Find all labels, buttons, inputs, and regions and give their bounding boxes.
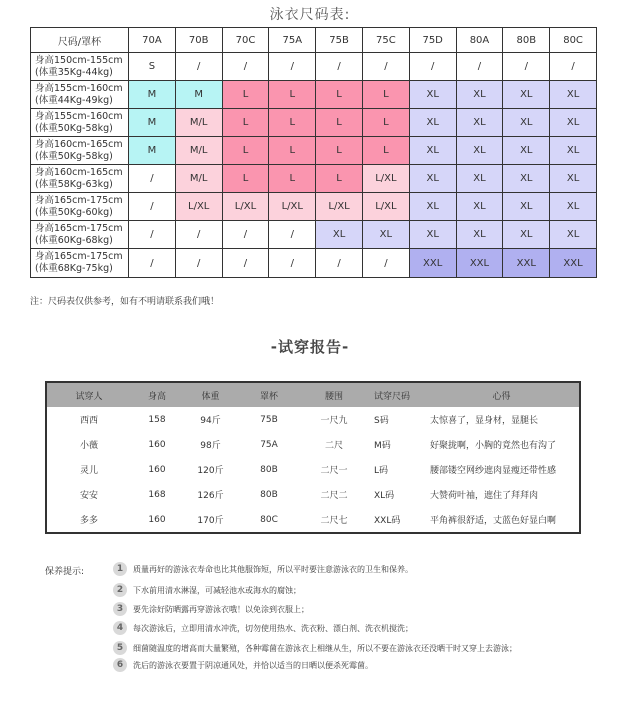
column-header: 75C	[362, 28, 409, 53]
size-chart-row	[31, 193, 597, 221]
report-cell: 94斤	[200, 416, 221, 426]
size-cell: XL	[550, 81, 597, 109]
size-cell: XL	[503, 109, 550, 137]
report-cell: 168	[148, 489, 166, 500]
size-cell: L	[269, 81, 316, 109]
size-cell: /	[503, 53, 550, 81]
row-label	[31, 193, 129, 221]
size-chart-title: 泳衣尺码表:	[269, 7, 351, 23]
size-cell: XL	[456, 221, 503, 249]
report-cell: L码	[374, 466, 389, 476]
report-cell: 二尺二	[320, 491, 348, 501]
size-cell: XL	[409, 137, 456, 165]
height-range: 身高155cm-160cm	[35, 82, 123, 94]
size-cell: /	[129, 221, 176, 249]
row-label	[31, 221, 129, 249]
report-cell: 170斤	[197, 516, 224, 526]
size-cell: XXL	[409, 249, 456, 278]
report-cell: 80B	[260, 489, 278, 500]
size-cell: L	[316, 81, 363, 109]
tip-number-badge: 2	[113, 583, 127, 597]
report-cell: 好聚拢啊，小胸的竟然也有沟了	[430, 441, 557, 451]
column-header: 70B	[175, 28, 222, 53]
weight-range: (体重58Kg-63kg)	[35, 178, 113, 190]
tip-number-badge: 1	[113, 562, 127, 576]
size-cell: XL	[316, 221, 363, 249]
report-cell: 一尺九	[320, 416, 348, 426]
size-chart-header-row	[31, 28, 597, 53]
height-range: 身高165cm-175cm	[35, 194, 123, 206]
size-cell: L	[316, 109, 363, 137]
size-cell: L	[316, 165, 363, 193]
size-cell: XL	[456, 109, 503, 137]
height-range: 身高155cm-160cm	[35, 110, 123, 122]
size-cell: XL	[409, 221, 456, 249]
height-range: 身高160cm-165cm	[35, 138, 123, 150]
weight-range: (体重35Kg-44kg)	[35, 66, 113, 78]
size-cell: /	[362, 53, 409, 81]
size-cell: L	[222, 165, 269, 193]
report-cell: 小薇	[79, 441, 98, 451]
size-cell: M	[175, 81, 222, 109]
weight-range: (体重50Kg-60kg)	[35, 206, 113, 218]
size-chart-row	[31, 249, 597, 278]
report-cell: XL码	[374, 491, 395, 501]
report-cell: 二尺七	[320, 516, 348, 526]
size-cell: L	[222, 137, 269, 165]
size-chart-note: 注：尺码表仅供参考，如有不明请联系我们哦！	[30, 297, 220, 307]
size-cell: /	[129, 165, 176, 193]
size-cell: /	[175, 221, 222, 249]
weight-range: (体重50Kg-58kg)	[35, 122, 113, 134]
size-cell: S	[129, 53, 176, 81]
size-cell: L/XL	[316, 193, 363, 221]
size-chart-row	[31, 137, 597, 165]
size-cell: L/XL	[362, 193, 409, 221]
size-cell: /	[362, 249, 409, 278]
report-cell: 80B	[260, 464, 278, 475]
report-cell: 二尺	[324, 441, 343, 451]
size-cell: XXL	[550, 249, 597, 278]
report-header: 身高	[131, 382, 183, 407]
size-cell: XL	[550, 137, 597, 165]
column-header: 70A	[129, 28, 176, 53]
size-cell: L	[222, 81, 269, 109]
weight-range: (体重68Kg-75kg)	[35, 263, 113, 274]
report-cell: 灵儿	[79, 466, 98, 476]
size-cell: XL	[550, 109, 597, 137]
report-cell: 西西	[79, 416, 98, 426]
report-row	[46, 407, 580, 432]
size-cell: XL	[409, 81, 456, 109]
size-cell: L/XL	[362, 165, 409, 193]
size-cell: /	[222, 53, 269, 81]
column-header: 75A	[269, 28, 316, 53]
report-cell: 158	[148, 414, 166, 425]
size-cell: L/XL	[175, 193, 222, 221]
tip-number-badge: 5	[113, 641, 127, 655]
size-cell: /	[129, 193, 176, 221]
size-cell: /	[222, 249, 269, 278]
tip-text: 要先涂好防晒露再穿游泳衣哦！以免涂到衣服上；	[133, 604, 309, 614]
tip-text: 下水前用清水淋湿，可减轻池水或海水的腐蚀；	[133, 585, 301, 595]
report-cell: 80C	[260, 514, 278, 525]
row-label	[31, 81, 129, 109]
size-cell: /	[316, 53, 363, 81]
column-header: 75D	[409, 28, 456, 53]
size-cell: XL	[456, 137, 503, 165]
tip-number-badge: 4	[113, 621, 127, 635]
try-on-report-table	[45, 381, 581, 534]
size-cell: L	[362, 137, 409, 165]
report-title: -试穿报告-	[270, 338, 350, 356]
corner-label: 尺码/罩杯	[31, 28, 129, 53]
size-cell: /	[269, 221, 316, 249]
size-cell: L	[269, 109, 316, 137]
size-cell: XL	[503, 165, 550, 193]
report-row	[46, 432, 580, 457]
size-cell: M/L	[175, 109, 222, 137]
weight-range: (体重50Kg-58kg)	[35, 150, 113, 162]
row-label	[31, 109, 129, 137]
size-chart-table	[30, 27, 597, 278]
size-cell: XL	[362, 221, 409, 249]
tip-text: 质量再好的游泳衣寿命也比其他服饰短，所以平时要注意游泳衣的卫生和保养。	[133, 564, 413, 574]
care-tip	[113, 656, 373, 674]
report-row	[46, 507, 580, 533]
report-cell: XXL码	[374, 516, 401, 526]
size-cell: M	[129, 81, 176, 109]
size-cell: /	[175, 249, 222, 278]
tip-text: 每次游泳后，立即用清水冲洗，切勿使用热水、洗衣粉、漂白剂、洗衣机搅洗；	[133, 623, 413, 633]
column-header: 80B	[503, 28, 550, 53]
size-chart-row	[31, 81, 597, 109]
report-cell: 160	[148, 439, 166, 450]
care-tip	[113, 600, 309, 618]
care-tips-label: 保养提示:	[45, 567, 85, 577]
weight-range: (体重60Kg-68kg)	[35, 234, 113, 246]
tip-number-badge: 6	[113, 658, 127, 672]
report-header: 腰围	[300, 382, 368, 407]
size-cell: L	[362, 81, 409, 109]
size-cell: L	[269, 165, 316, 193]
column-header: 80A	[456, 28, 503, 53]
report-header: 心得	[424, 382, 580, 407]
size-cell: XL	[503, 221, 550, 249]
row-label	[31, 137, 129, 165]
height-range: 身高165cm-175cm	[35, 251, 123, 262]
report-cell: 98斤	[200, 441, 221, 451]
weight-range: (体重44Kg-49kg)	[35, 94, 113, 106]
height-range: 身高160cm-165cm	[35, 166, 123, 178]
size-cell: /	[129, 249, 176, 278]
size-cell: /	[550, 53, 597, 81]
size-cell: XL	[409, 193, 456, 221]
size-cell: XL	[550, 221, 597, 249]
care-tip	[113, 639, 517, 657]
size-cell: L	[316, 137, 363, 165]
report-cell: 多多	[79, 516, 98, 526]
care-tip	[113, 581, 301, 599]
report-cell: 太惊喜了，显身材，显腿长	[430, 416, 539, 426]
size-cell: /	[222, 221, 269, 249]
size-cell: M	[129, 109, 176, 137]
size-cell: L	[269, 137, 316, 165]
report-cell: 大赞荷叶袖，遮住了拜拜肉	[430, 491, 539, 501]
tip-text: 洗后的游泳衣要置于阴凉通风处，并恰以适当的日晒以便杀死霉菌。	[133, 660, 373, 670]
column-header: 70C	[222, 28, 269, 53]
report-cell: 腰部镂空网纱遮肉显瘦还带性感	[430, 466, 557, 476]
report-header-row	[46, 382, 580, 407]
size-cell: M	[129, 137, 176, 165]
size-cell: XL	[550, 165, 597, 193]
size-cell: /	[269, 53, 316, 81]
size-cell: XL	[503, 193, 550, 221]
row-label	[31, 165, 129, 193]
size-cell: XL	[456, 81, 503, 109]
tip-number-badge: 3	[113, 602, 127, 616]
report-cell: 75B	[260, 414, 278, 425]
report-cell: 安安	[79, 491, 98, 501]
size-cell: XL	[456, 165, 503, 193]
report-header: 试穿尺码	[368, 382, 424, 407]
report-header: 体重	[183, 382, 238, 407]
care-tip	[113, 560, 413, 578]
row-label	[31, 249, 129, 278]
size-cell: /	[269, 249, 316, 278]
report-cell: 120斤	[197, 466, 224, 476]
size-cell: /	[316, 249, 363, 278]
report-cell: 160	[148, 514, 166, 525]
size-cell: L/XL	[269, 193, 316, 221]
size-cell: XXL	[456, 249, 503, 278]
size-cell: XL	[456, 193, 503, 221]
column-header: 75B	[316, 28, 363, 53]
report-row	[46, 457, 580, 482]
size-cell: L/XL	[222, 193, 269, 221]
row-label	[31, 53, 129, 81]
size-chart-row	[31, 165, 597, 193]
report-header: 罩杯	[238, 382, 300, 407]
size-chart-row	[31, 109, 597, 137]
size-cell: M/L	[175, 137, 222, 165]
size-cell: XL	[503, 137, 550, 165]
column-header: 80C	[550, 28, 597, 53]
size-cell: XXL	[503, 249, 550, 278]
report-cell: 126斤	[197, 491, 224, 501]
report-cell: 二尺一	[320, 466, 348, 476]
report-cell: S码	[374, 416, 389, 426]
size-cell: /	[456, 53, 503, 81]
size-cell: /	[175, 53, 222, 81]
report-cell: 平角裤很舒适，丈蓝色好显白啊	[430, 516, 557, 526]
size-chart-row	[31, 53, 597, 81]
size-chart-row	[31, 221, 597, 249]
report-cell: M码	[374, 441, 391, 451]
size-cell: L	[222, 109, 269, 137]
size-cell: XL	[550, 193, 597, 221]
size-cell: XL	[409, 109, 456, 137]
care-tip	[113, 619, 413, 637]
report-row	[46, 482, 580, 507]
size-cell: M/L	[175, 165, 222, 193]
size-cell: /	[409, 53, 456, 81]
report-header: 试穿人	[46, 382, 131, 407]
size-cell: XL	[409, 165, 456, 193]
tip-text: 细菌随温度的增高而大量繁殖，各种霉菌在游泳衣上相继从生，所以不要在游泳衣还没晒干时又穿上去游泳；	[133, 643, 517, 653]
report-cell: 75A	[260, 439, 278, 450]
height-range: 身高150cm-155cm	[35, 54, 123, 66]
height-range: 身高165cm-175cm	[35, 222, 123, 234]
size-cell: XL	[503, 81, 550, 109]
size-cell: L	[362, 109, 409, 137]
report-cell: 160	[148, 464, 166, 475]
